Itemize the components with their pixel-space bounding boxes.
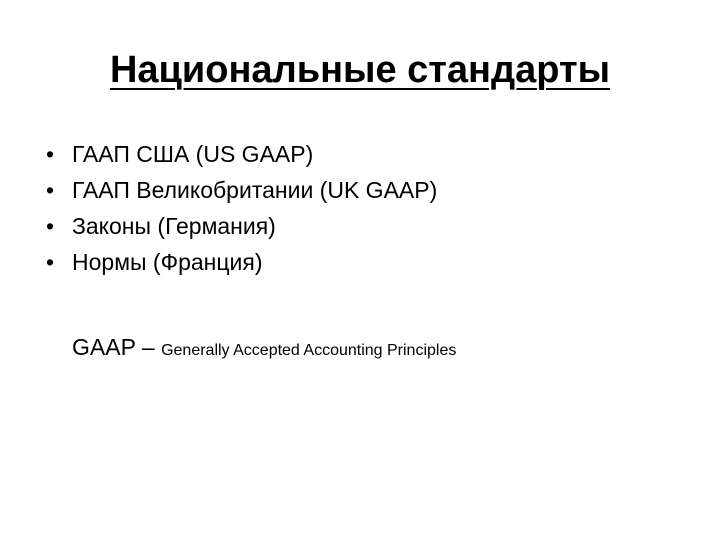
bullet-list: [46, 136, 437, 280]
footnote: [72, 334, 456, 361]
bullet-icon: •: [46, 141, 55, 167]
list-item: [46, 136, 437, 172]
list-item: [46, 244, 437, 280]
footnote-expansion: Generally Accepted Accounting Principles: [161, 342, 457, 359]
list-item-text: Нормы (Франция): [72, 249, 263, 275]
bullet-icon: •: [46, 249, 55, 275]
footnote-abbreviation: GAAP: [72, 334, 136, 360]
bullet-icon: •: [46, 213, 55, 239]
bullet-icon: •: [46, 177, 55, 203]
list-item: [46, 208, 437, 244]
list-item: [46, 172, 437, 208]
slide-title: [0, 46, 720, 94]
list-item-text: Законы (Германия): [72, 213, 276, 239]
slide-title-text: Национальные стандарты: [109, 49, 611, 91]
list-item-text: ГААП Великобритании (UK GAAP): [72, 177, 438, 203]
footnote-dash: –: [135, 334, 162, 360]
list-item-text: ГААП США (US GAAP): [72, 141, 314, 167]
